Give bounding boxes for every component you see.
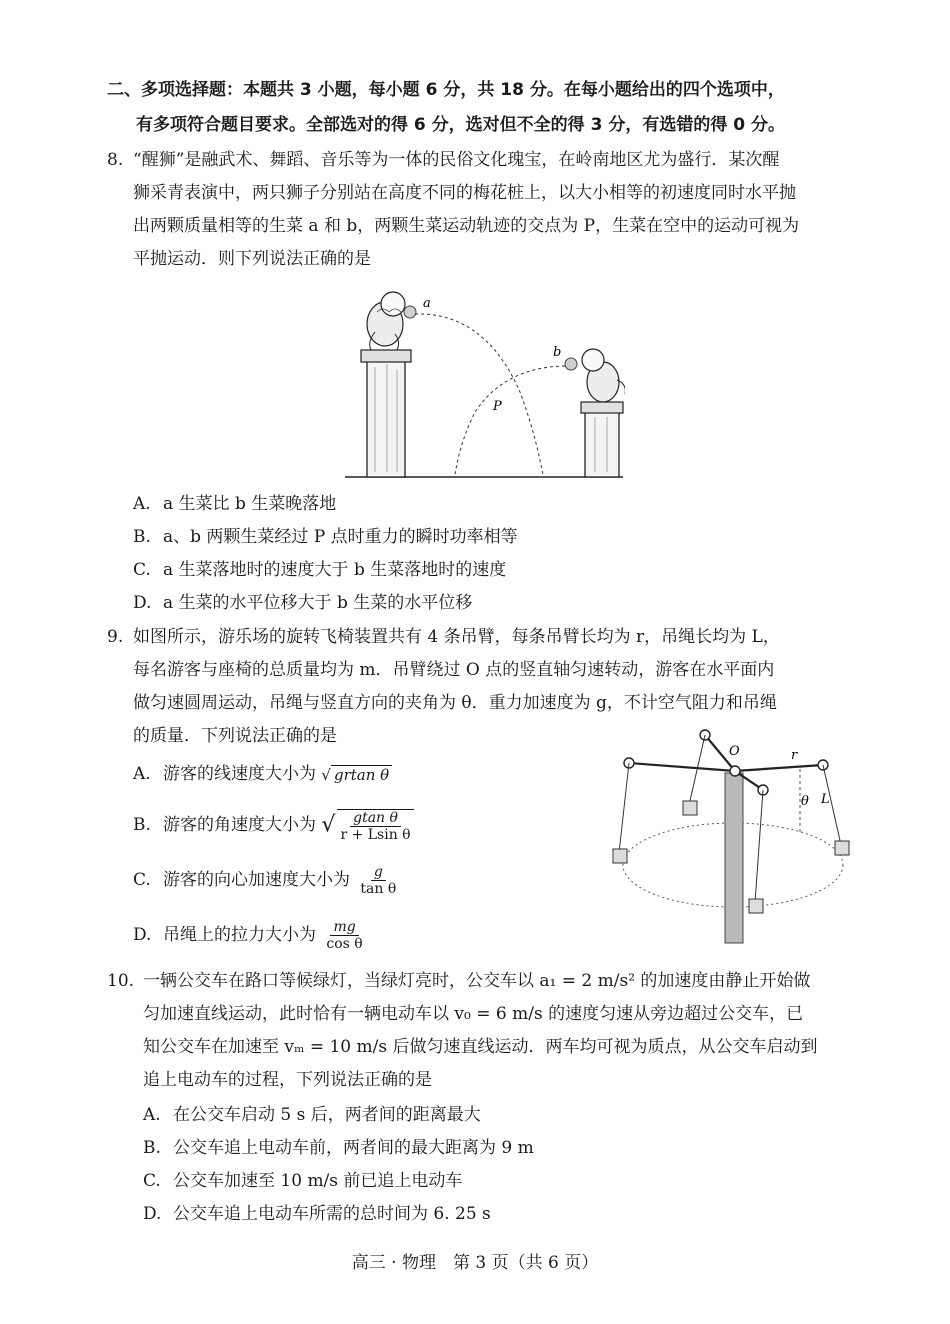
section-heading-line2: 有多项符合题目要求。全部选对的得 6 分，选对但不全的得 3 分，有选错的得 0 分。 [136, 115, 785, 135]
label-o: O [729, 744, 740, 759]
lettuce-b-icon [565, 358, 577, 370]
question-8-option-b: B. a、b 两颗生菜经过 P 点时重力的瞬时功率相等 [133, 527, 518, 547]
question-10-line: 知公交车在加速至 vₘ = 10 m/s 后做匀速直线运动．两车均可视为质点，从公交车启动到 [143, 1037, 818, 1057]
label-theta: θ [801, 794, 809, 809]
label-r: r [791, 748, 798, 763]
question-8-line: 狮采青表演中，两只狮子分别站在高度不同的梅花桩上，以大小相等的初速度同时水平抛 [133, 183, 796, 203]
question-10-option-b: B. 公交车追上电动车前，两者间的最大距离为 9 m [143, 1138, 534, 1158]
lion-b-icon [582, 349, 625, 402]
label-p: P [493, 399, 502, 414]
central-pole [725, 773, 743, 943]
question-9-line: 如图所示，游乐场的旋转飞椅装置共有 4 条吊臂，每条吊臂长均为 r，吊绳长均为 L， [133, 627, 780, 647]
question-9-option-d: D. 吊绳上的拉力大小为 $\frac{mg}{\text{cos θ}}$ [133, 919, 363, 952]
question-9-line: 每名游客与座椅的总质量均为 m．吊臂绕过 O 点的竖直轴匀速转动，游客在水平面内 [133, 660, 775, 680]
label-l: L [821, 792, 830, 807]
question-8-line: 出两颗质量相等的生菜 a 和 b，两颗生菜运动轨迹的交点为 P，生菜在空中的运动可视为 [133, 216, 800, 236]
section-heading-line1: 二、多项选择题：本题共 3 小题，每小题 6 分，共 18 分。在每小题给出的四个选项中， [107, 80, 785, 100]
question-8-number: 8. [107, 150, 124, 170]
swing-ride-figure [605, 725, 855, 950]
question-10-number: 10. [107, 971, 135, 991]
seat-icon [749, 899, 763, 913]
question-10-line: 一辆公交车在路口等候绿灯，当绿灯亮时，公交车以 a₁ = 2 m/s² 的加速度由静止开始做 [143, 971, 811, 991]
question-9-number: 9. [107, 627, 124, 647]
short-pillar [581, 402, 623, 477]
question-10-option-c: C. 公交车加速至 10 m/s 前已追上电动车 [143, 1171, 463, 1191]
lion-a-icon [367, 292, 405, 350]
trajectory-a [415, 314, 543, 475]
seat-icon [683, 801, 697, 815]
lettuce-a-icon [404, 306, 416, 318]
question-10-line: 追上电动车的过程，下列说法正确的是 [143, 1070, 432, 1090]
question-9-option-b: B. 游客的角速度大小为 √ $\frac{\text{gtan θ}}{\text{r + Lsin θ}}$ [133, 805, 416, 846]
seat-icon [613, 849, 627, 863]
label-b: b [553, 345, 562, 360]
question-9-line: 做匀速圆周运动，吊绳与竖直方向的夹角为 θ．重力加速度为 g，不计空气阻力和吊绳 [133, 693, 777, 713]
question-10-option-d: D. 公交车追上电动车所需的总时间为 6. 25 s [143, 1204, 491, 1224]
question-8-option-d: D. a 生菜的水平位移大于 b 生菜的水平位移 [133, 593, 473, 613]
page-footer: 高三 · 物理 第 3 页（共 6 页） [351, 1253, 599, 1273]
question-8-line: 平抛运动．则下列说法正确的是 [133, 249, 371, 269]
label-a: a [423, 296, 431, 311]
question-8-line: “醒狮”是融武术、舞蹈、音乐等为一体的民俗文化瑰宝，在岭南地区尤为盛行．某次醒 [133, 150, 780, 170]
lion-dance-figure [345, 282, 625, 482]
question-10-line: 匀加速直线运动，此时恰有一辆电动车以 v₀ = 6 m/s 的速度匀速从旁边超过公交车，已 [143, 1004, 804, 1024]
question-9-option-a: A. 游客的线速度大小为 √ grtan θ [133, 762, 392, 787]
question-9-line: 的质量．下列说法正确的是 [133, 726, 337, 746]
seat-icon [835, 841, 849, 855]
trajectory-b [455, 366, 565, 475]
question-8-option-c: C. a 生菜落地时的速度大于 b 生菜落地时的速度 [133, 560, 507, 580]
question-10-option-a: A. 在公交车启动 5 s 后，两者间的距离最大 [143, 1105, 481, 1125]
question-8-option-a: A. a 生菜比 b 生菜晚落地 [133, 494, 337, 514]
question-9-option-c: C. 游客的向心加速度大小为 $\frac{g}{\text{tan θ}}$ [133, 864, 397, 897]
tall-pillar [361, 350, 411, 477]
